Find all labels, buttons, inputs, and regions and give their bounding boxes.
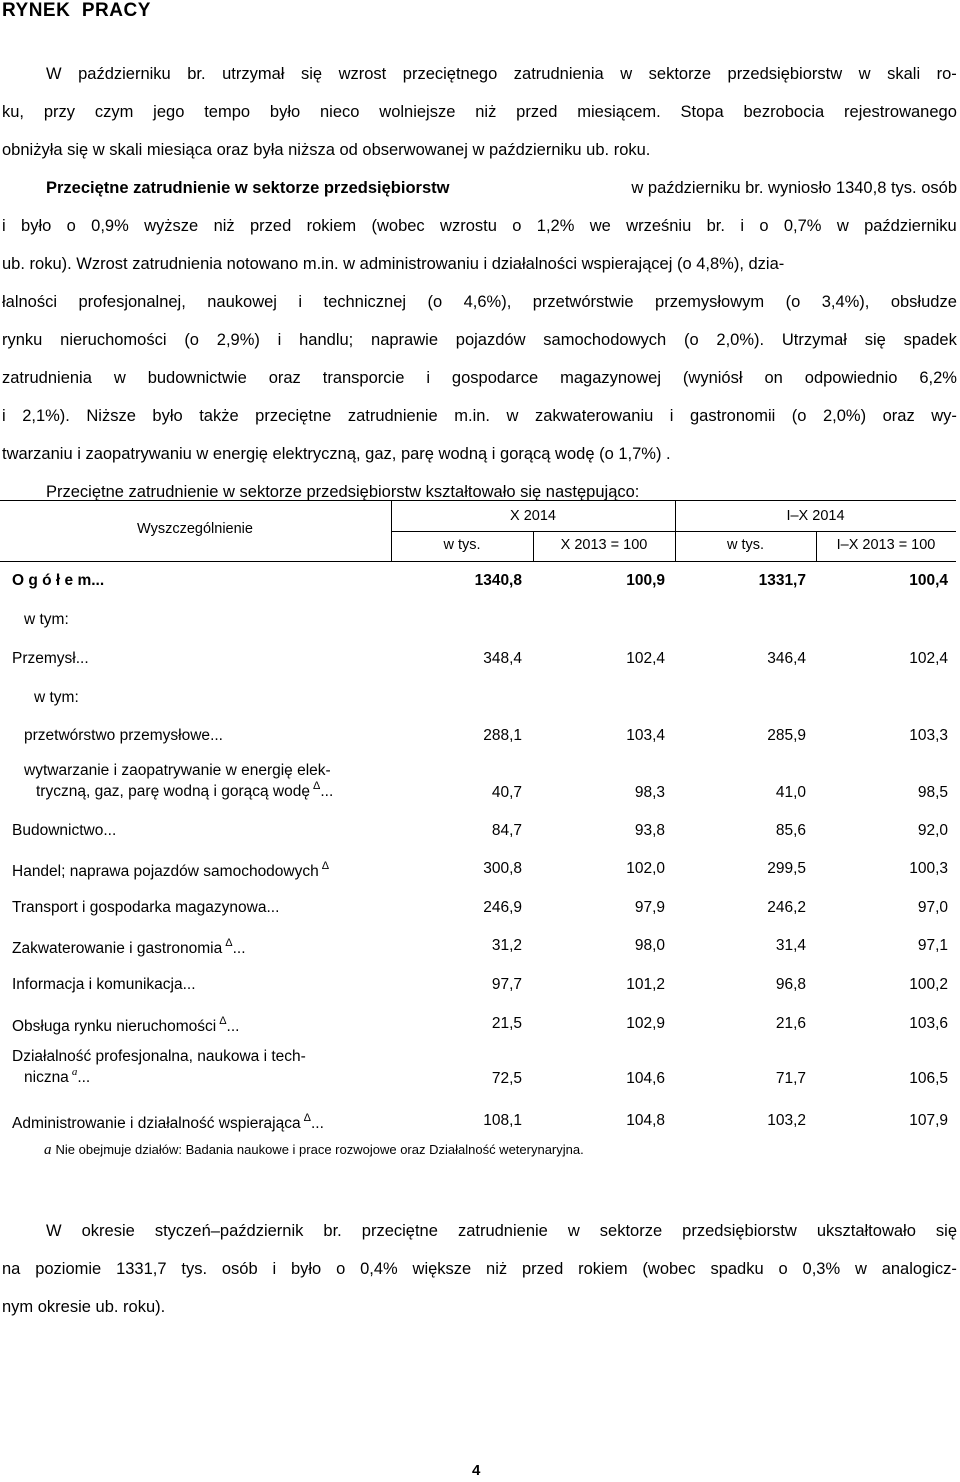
intro-line: twarzaniu i zaopatrywaniu w energię elektryczną, gaz, parę wodną i gorącą wodę (o 1,7%) .: [2, 445, 671, 463]
intro-line: ku, przy czym jego tempo było nieco wolniejsze niż przed miesiącem. Stopa bezrobocia rejestrowanego: [2, 103, 957, 121]
cell-value: 288,1: [483, 727, 522, 744]
cell-value: 100,9: [626, 572, 665, 589]
leader-dots: ...: [210, 727, 223, 744]
intro-text: [2, 55, 957, 511]
cell-value: 100,4: [909, 572, 948, 589]
cell-value: 102,0: [626, 860, 665, 877]
cell-value: 104,6: [626, 1070, 665, 1087]
cell-value: 108,1: [483, 1112, 522, 1129]
row-label: Działalność profesjonalna, naukowa i tech- niczna $^a$...: [12, 1048, 306, 1086]
header-col-4: I–X 2013 = 100: [836, 537, 936, 553]
leader-dots: ...: [226, 1018, 240, 1035]
intro-line: W październiku br. utrzymał się wzrost przeciętnego zatrudnienia w sektorze przedsiębiorstw w skali ro-: [46, 65, 957, 83]
cell-value: 97,1: [917, 937, 948, 954]
header-col-2: X 2013 = 100: [560, 537, 648, 553]
header-label: Wyszczególnienie: [137, 521, 253, 537]
cell-value: 21,6: [775, 1015, 806, 1032]
intro-line: obniżyła się w skali miesiąca oraz była niższa od obserwowanej w październiku ub. roku.: [2, 141, 651, 159]
intro-line: zatrudnienia w budownictwie oraz transporcie i gospodarce magazynowej (wyniósł on odpowiednio 6,2%: [2, 369, 957, 387]
cell-value: 103,6: [909, 1015, 948, 1032]
row-label: Handel; naprawa pojazdów samochodowych $^\Delta$: [12, 860, 330, 880]
footnote-ref: a: [71, 1066, 78, 1078]
cell-value: 246,2: [767, 899, 806, 916]
cell-value: 92,0: [917, 822, 948, 839]
intro-line-rest: w październiku br. wyniosło 1340,8 tys. osób: [626, 179, 957, 197]
page-number: 4: [472, 1462, 481, 1479]
outro-line: na poziomie 1331,7 tys. osób i było o 0,4% większe niż przed rokiem (wobec spadku o 0,3% w analogicz-: [2, 1260, 957, 1278]
cell-value: 285,9: [767, 727, 806, 744]
cell-value: 97,7: [491, 976, 522, 993]
row-label: w tym:: [34, 689, 79, 706]
outro-line: nym okresie ub. roku).: [2, 1298, 166, 1316]
leader-dots: ...: [75, 650, 89, 667]
row-label: Transport i gospodarka magazynowa...: [12, 899, 280, 916]
delta-marker: Δ: [225, 937, 233, 949]
cell-value: 106,5: [909, 1070, 948, 1087]
cell-value: 98,3: [634, 784, 665, 801]
cell-value: 346,4: [767, 650, 806, 667]
row-label: Przemysł...: [12, 650, 89, 667]
cell-value: 300,8: [483, 860, 522, 877]
cell-value: 102,4: [909, 650, 948, 667]
row-label: Administrowanie i działalność wspierająca $^\Delta$...: [12, 1112, 324, 1132]
cell-value: 72,5: [491, 1070, 522, 1087]
leader-dots: ...: [91, 572, 105, 589]
intro-line: i było o 0,9% wyższe niż przed rokiem (wobec wzrostu o 1,2% we wrześniu br. i o 0,7% w październiku: [2, 217, 957, 235]
cell-value: 85,6: [775, 822, 806, 839]
intro-line: Przeciętne zatrudnienie w sektorze przedsiębiorstw kształtowało się następująco:: [46, 483, 640, 501]
delta-marker: Δ: [321, 860, 330, 872]
cell-value: 41,0: [775, 784, 806, 801]
header-group-ytd: I–X 2014: [786, 508, 845, 524]
cell-value: 97,9: [634, 899, 665, 916]
outro-text: [2, 1212, 957, 1326]
row-label: przetwórstwo przemysłowe...: [24, 727, 223, 744]
intro-line: ub. roku). Wzrost zatrudnienia notowano m.in. w administrowaniu i działalności wspierającej (o 4,8%), dzia-: [2, 255, 785, 273]
cell-value: 348,4: [483, 650, 522, 667]
cell-value: 98,5: [917, 784, 948, 801]
leader-dots: ...: [266, 899, 280, 916]
cell-value: 31,4: [775, 937, 806, 954]
header-col-3: w tys.: [726, 537, 765, 553]
leader-dots: ...: [310, 1115, 324, 1132]
intro-line: łalności profesjonalnej, naukowej i technicznej (o 4,6%), przetwórstwie przemysłowym (o 3,4%), obsłudze: [2, 293, 957, 311]
cell-value: 103,2: [767, 1112, 806, 1129]
delta-marker: Δ: [303, 1112, 311, 1124]
cell-value: 299,5: [767, 860, 806, 877]
outro-line: W okresie styczeń–październik br. przeciętne zatrudnienie w sektorze przedsiębiorstw ukształtowało się: [46, 1222, 957, 1240]
cell-value: 93,8: [634, 822, 665, 839]
cell-value: 97,0: [917, 899, 948, 916]
cell-value: 107,9: [909, 1112, 948, 1129]
leader-dots: ...: [103, 822, 117, 839]
cell-value: 103,4: [626, 727, 665, 744]
intro-line: rynku nieruchomości (o 2,9%) i handlu; naprawie pojazdów samochodowych (o 2,0%). Utrzymał się spadek: [2, 331, 957, 349]
row-label: Zakwaterowanie i gastronomia $^\Delta$...: [12, 937, 246, 957]
header-col-1: w tys.: [443, 537, 481, 553]
cell-value: 101,2: [626, 976, 665, 993]
table-header: [0, 500, 956, 562]
table-footnote: [44, 1142, 584, 1159]
delta-marker: Δ: [219, 1015, 227, 1027]
cell-value: 102,4: [626, 650, 665, 667]
row-label: O g ó ł e m...: [12, 572, 105, 589]
delta-marker: Δ: [313, 780, 321, 792]
leader-dots: ...: [77, 1069, 91, 1086]
row-label: Informacja i komunikacja...: [12, 976, 196, 993]
row-label: w tym:: [24, 611, 69, 628]
cell-value: 1340,8: [474, 572, 522, 589]
header-group-month: X 2014: [510, 508, 556, 524]
intro-line: i 2,1%). Niższe było także przeciętne zatrudnienie m.in. w zakwaterowaniu i gastronomii (o 2,0%) oraz wy-: [2, 407, 957, 425]
footnote-text: Nie obejmuje działów: Badania naukowe i prace rozwojowe oraz Działalność weterynaryjna.: [55, 1142, 584, 1157]
leader-dots: ...: [232, 940, 246, 957]
bold-phrase: Przeciętne zatrudnienie w sektorze przedsiębiorstw: [46, 179, 450, 197]
cell-value: 98,0: [634, 937, 665, 954]
cell-value: 96,8: [775, 976, 806, 993]
footnote-mark: a: [44, 1142, 52, 1158]
cell-value: 71,7: [775, 1070, 806, 1087]
row-label: wytwarzanie i zaopatrywanie w energię elek- tryczną, gaz, parę wodną i gorącą wodę $^\Delta$...: [24, 762, 334, 800]
cell-value: 103,3: [909, 727, 948, 744]
cell-value: 100,2: [909, 976, 948, 993]
cell-value: 40,7: [491, 784, 522, 801]
intro-line: [2, 169, 957, 207]
cell-value: 21,5: [491, 1015, 522, 1032]
leader-dots: ...: [320, 783, 334, 800]
page-title: RYNEK PRACY: [2, 0, 151, 21]
row-label: Budownictwo...: [12, 822, 117, 839]
leader-dots: ...: [182, 976, 196, 993]
cell-value: 31,2: [491, 937, 522, 954]
cell-value: 104,8: [626, 1112, 665, 1129]
cell-value: 102,9: [626, 1015, 665, 1032]
row-label: Obsługa rynku nieruchomości $^\Delta$...: [12, 1015, 240, 1035]
cell-value: 246,9: [483, 899, 522, 916]
cell-value: 1331,7: [758, 572, 806, 589]
cell-value: 84,7: [491, 822, 522, 839]
cell-value: 100,3: [909, 860, 948, 877]
